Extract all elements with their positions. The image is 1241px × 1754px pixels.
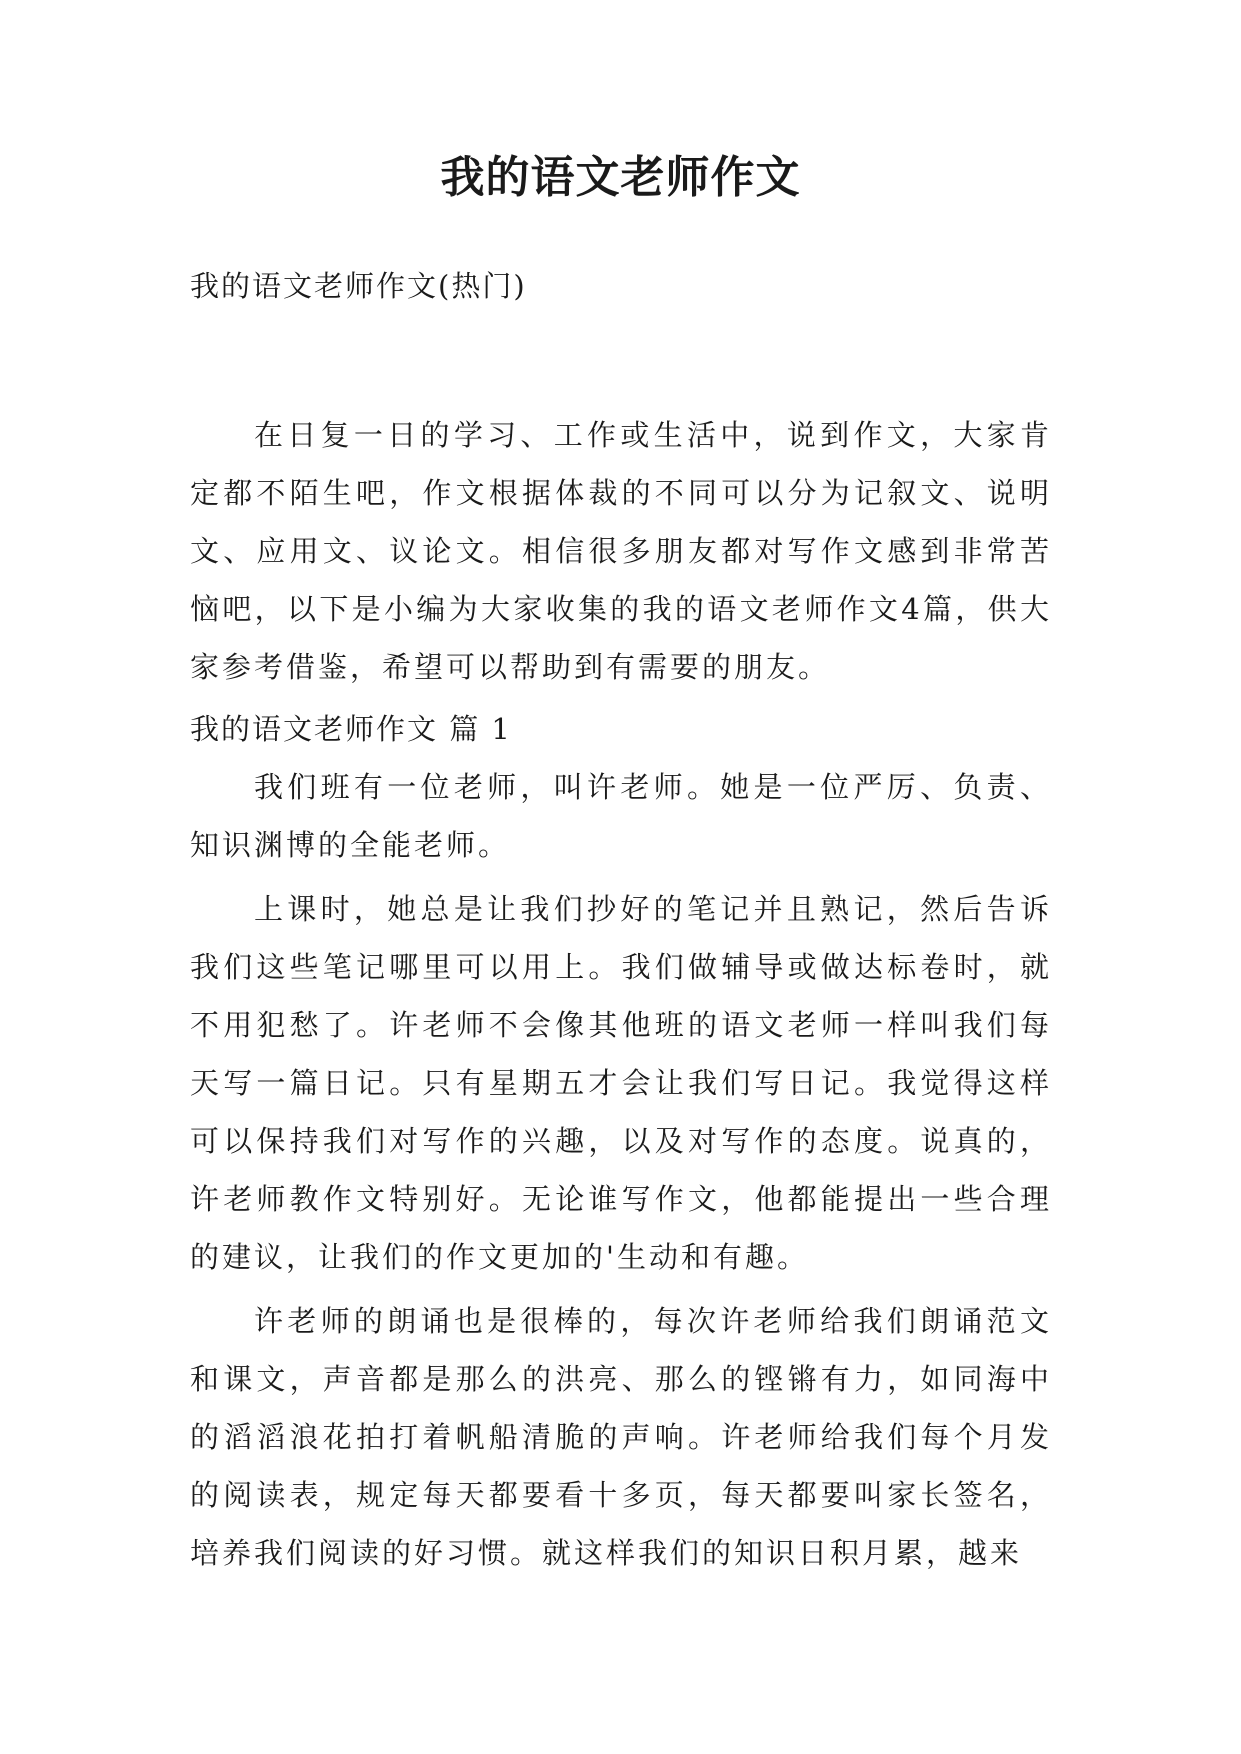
body-paragraph: 我们班有一位老师，叫许老师。她是一位严厉、负责、知识渊博的全能老师。 [190,770,1052,862]
document-subtitle: 我的语文老师作文(热门) [190,269,527,303]
body-paragraph: 上课时，她总是让我们抄好的笔记并且熟记，然后告诉我们这些笔记哪里可以用上。我们做辅导或做达标卷时，就不用犯愁了。许老师不会像其他班的语文老师一样叫我们每天写一篇日记。只有星期五才会让我们写日记。我觉得这样可以保持我们对写作的兴趣，以及对写作的态度。说真的，许老师教作文特别好。无论谁写作文，他都能提出一些合理的建议，让我们的作文更加的'生动和有趣。 [190,892,1052,1274]
intro-paragraph: 在日复一日的学习、工作或生活中，说到作文，大家肯定都不陌生吧，作文根据体裁的不同可以分为记叙文、说明文、应用文、议论文。相信很多朋友都对写作文感到非常苦恼吧，以下是小编为大家收集的我的语文老师作文4篇，供大家参考借鉴，希望可以帮助到有需要的朋友。 [190,418,1052,684]
document-title: 我的语文老师作文 [440,152,801,203]
body-paragraph: 许老师的朗诵也是很棒的，每次许老师给我们朗诵范文和课文，声音都是那么的洪亮、那么的铿锵有力，如同海中的滔滔浪花拍打着帆船清脆的声响。许老师给我们每个月发的阅读表，规定每天都要看十多页，每天都要叫家长签名，培养我们阅读的好习惯。就这样我们的知识日积月累，越来 [190,1304,1052,1570]
section-heading: 我的语文老师作文 篇 1 [190,712,512,746]
document-body [190,406,1052,1582]
